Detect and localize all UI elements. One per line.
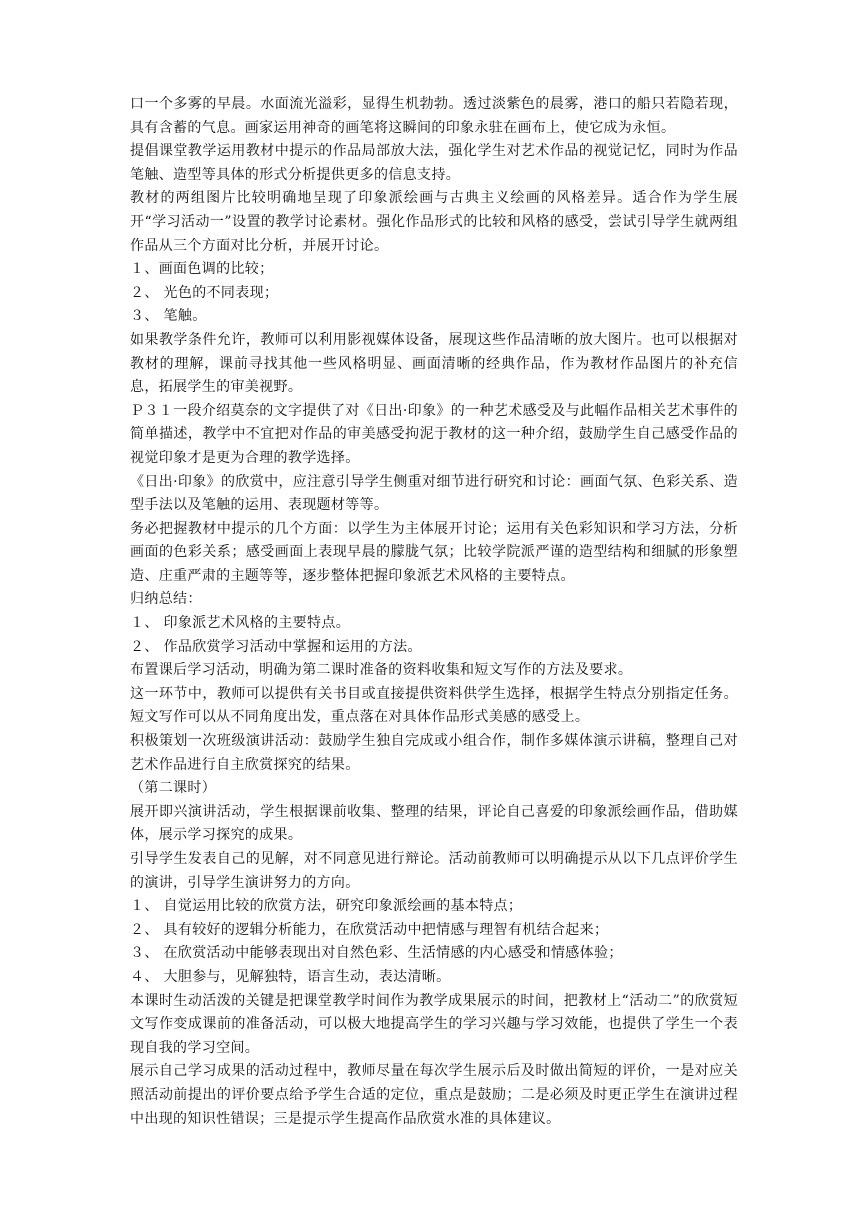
list-item: ２、 作品欣赏学习活动中掌握和运用的方法。 xyxy=(130,638,422,655)
list-item: １、 印象派艺术风格的主要特点。 xyxy=(130,615,351,632)
paragraph: 布置课后学习活动，明确为第二课时准备的资料收集和短文写作的方法及要求。 xyxy=(130,662,633,679)
paragraph: 口一个多雾的早晨。水面流光溢彩，显得生机勃勃。透过淡紫色的晨雾，港口的船只若隐若现，具有含蓄的气息。画家运用神奇的画笔将这瞬间的印象永驻在画布上，使它成为永恒。 xyxy=(130,96,738,136)
paragraph: 引导学生发表自己的见解，对不同意见进行辩论。活动前教师可以明确提示从以下几点评价学生的演讲，引导学生演讲努力的方向。 xyxy=(130,851,738,891)
document-body xyxy=(130,93,738,1131)
list-item: ３、 笔触。 xyxy=(130,308,207,325)
paragraph: 这一环节中，教师可以提供有关书目或直接提供资料供学生选择，根据学生特点分别指定任务。短文写作可以从不同角度出发，重点落在对具体作品形式美感的感受上。 xyxy=(130,685,738,726)
list-item: ４、 大胆参与，见解独特，语言生动，表达清晰。 xyxy=(130,968,451,985)
paragraph: 展示自己学习成果的活动过程中，教师尽量在每次学生展示后及时做出简短的评价，一是对应关照活动前提出的评价要点给予学生合适的定位，重点是鼓励；二是必须及时更正学生在演讲过程中出现的知识性错误；三是提示学生提高作品欣赏水准的具体建议。 xyxy=(130,1063,738,1127)
section-heading: 归纳总结： xyxy=(130,591,202,608)
list-item: １、画面色调的比较； xyxy=(130,261,274,278)
paragraph: 教材的两组图片比较明确地呈现了印象派绘画与古典主义绘画的风格差异。适合作为学生展开“学习活动一”设置的教学讨论素材。强化作品形式的比较和风格的感受，尝试引导学生就两组作品从三个方面对比分析，并展开讨论。 xyxy=(130,190,738,254)
list-item: ２、 光色的不同表现； xyxy=(130,284,279,301)
paragraph: Ｐ３１一段介绍莫奈的文字提供了对《日出·印象》的一种艺术感受及与此幅作品相关艺术事件的简单描述，教学中不宜把对作品的审美感受拘泥于教材的这一种介绍，鼓励学生自己感受作品的视觉印象才是更为合理的教学选择。 xyxy=(130,402,738,466)
paragraph: 本课时生动活泼的关键是把课堂教学时间作为教学成果展示的时间，把教材上“活动二”的欣赏短文写作变成课前的准备活动，可以极大地提高学生的学习兴趣与学习效能，也提供了学生一个表现自我的学习空间。 xyxy=(130,992,738,1056)
paragraph: 《日出·印象》的欣赏中，应注意引导学生侧重对细节进行研究和讨论：画面气氛、色彩关系、造型手法以及笔触的运用、表现题材等等。 xyxy=(130,473,738,514)
list-item: １、 自觉运用比较的欣赏方法，研究印象派绘画的基本特点； xyxy=(130,898,523,915)
paragraph: 务必把握教材中提示的几个方面：以学生为主体展开讨论；运用有关色彩知识和学习方法，分析画面的色彩关系；感受画面上表现早晨的朦胧气氛；比较学院派严谨的造型结构和细腻的形象塑造、庄重严肃的主题等等，逐步整体把握印象派艺术风格的主要特点。 xyxy=(130,520,738,584)
paragraph: 如果教学条件允许，教师可以利用影视媒体设备，展现这些作品清晰的放大图片。也可以根据对教材的理解，课前寻找其他一些风格明显、画面清晰的经典作品，作为教材作品图片的补充信息，拓展学生的审美视野。 xyxy=(130,331,738,396)
list-item: ２、 具有较好的逻辑分析能力，在欣赏活动中把情感与理智有机结合起来； xyxy=(130,921,609,938)
list-item: ３、 在欣赏活动中能够表现出对自然色彩、生活情感的内心感受和情感体验； xyxy=(130,945,623,962)
paragraph: 展开即兴演讲活动，学生根据课前收集、整理的结果，评论自己喜爱的印象派绘画作品，借助媒体，展示学习探究的成果。 xyxy=(130,803,738,844)
paragraph: 积极策划一次班级演讲活动：鼓励学生独自完成或小组合作，制作多媒体演示讲稿，整理自己对艺术作品进行自主欣赏探究的结果。 xyxy=(130,733,738,773)
section-heading: （第二课时） xyxy=(130,780,217,797)
paragraph: 提倡课堂教学运用教材中提示的作品局部放大法，强化学生对艺术作品的视觉记忆，同时为作品笔触、造型等具体的形式分析提供更多的信息支持。 xyxy=(130,143,738,183)
